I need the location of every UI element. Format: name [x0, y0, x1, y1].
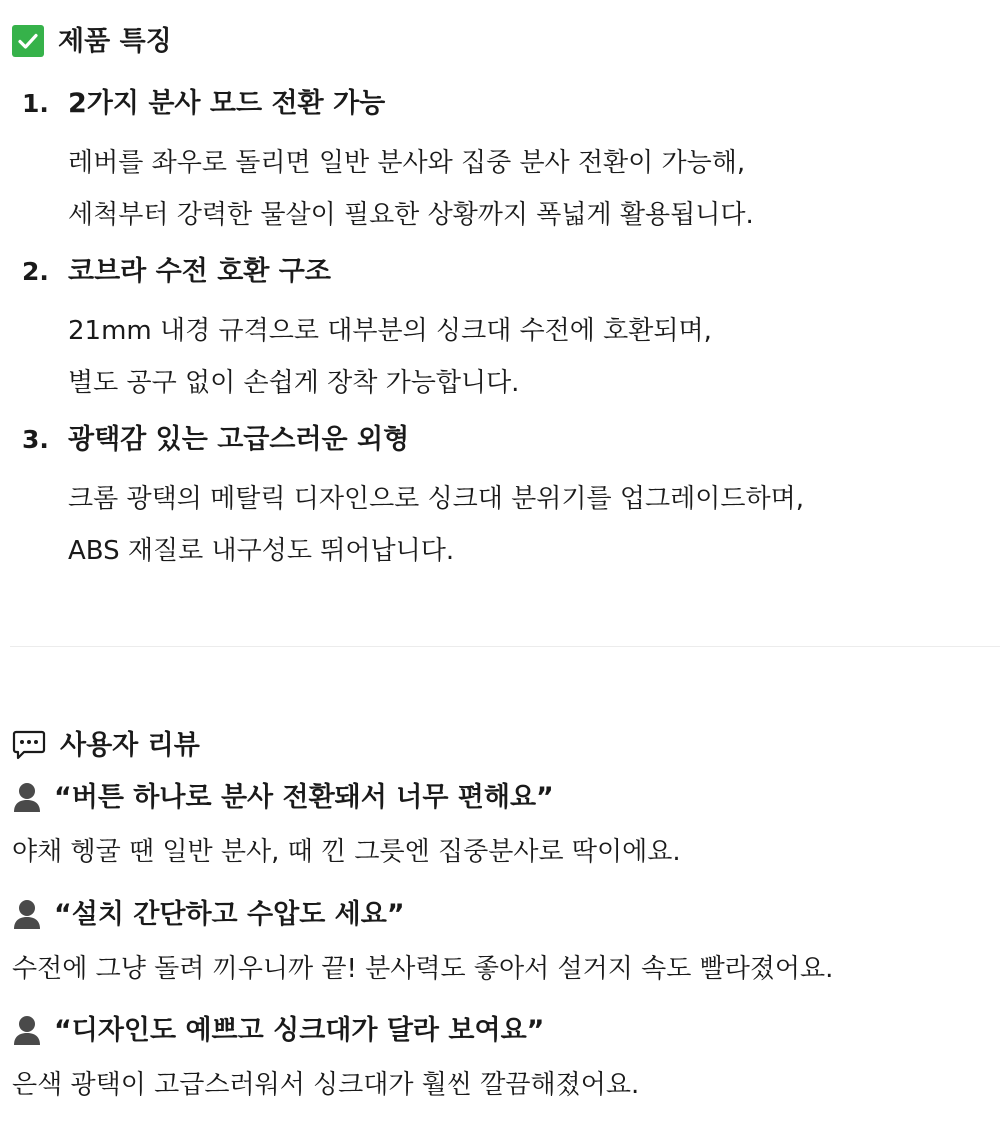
feature-description	[68, 137, 982, 241]
review-item	[12, 897, 992, 989]
features-title: 제품 특징	[58, 25, 172, 57]
feature-description-line: 세척부터 강력한 물살이 필요한 상황까지 폭넓게 활용됩니다.	[68, 200, 754, 230]
person-icon	[12, 1014, 42, 1046]
review-title: “설치 간단하고 수압도 세요”	[54, 898, 405, 930]
feature-description-line: ABS 재질로 내구성도 뛰어납니다.	[68, 536, 455, 566]
section-divider	[10, 646, 1000, 647]
review-title: “버튼 하나로 분사 전환돼서 너무 편해요”	[54, 781, 554, 813]
feature-number: 2.	[22, 257, 49, 286]
feature-description-line: 21mm 내경 규격으로 대부분의 싱크대 수전에 호환되며,	[68, 316, 712, 346]
feature-item	[22, 90, 982, 241]
review-title: “디자인도 예쁘고 싱크대가 달라 보여요”	[54, 1014, 545, 1046]
person-icon	[12, 781, 42, 813]
feature-description	[68, 473, 982, 577]
person-icon	[12, 898, 42, 930]
review-body: 은색 광택이 고급스러워서 싱크대가 훨씬 깔끔해졌어요.	[12, 1070, 640, 1100]
check-mark-icon	[12, 25, 44, 57]
feature-title: 2가지 분사 모드 전환 가능	[68, 88, 386, 119]
feature-description-line: 크롬 광택의 메탈릭 디자인으로 싱크대 분위기를 업그레이드하며,	[68, 484, 804, 514]
feature-title: 코브라 수전 호환 구조	[68, 256, 331, 287]
reviews-heading	[12, 729, 200, 761]
feature-description-line: 별도 공구 없이 손쉽게 장착 가능합니다.	[68, 368, 520, 398]
feature-description	[68, 305, 982, 409]
review-body: 야채 헹굴 땐 일반 분사, 때 낀 그릇엔 집중분사로 딱이에요.	[12, 837, 681, 867]
review-body: 수전에 그냥 돌려 끼우니까 끝! 분사력도 좋아서 설거지 속도 빨라졌어요.	[12, 954, 834, 984]
speech-bubble-icon	[12, 729, 46, 761]
feature-description-line: 레버를 좌우로 돌리면 일반 분사와 집중 분사 전환이 가능해,	[68, 148, 746, 178]
feature-title: 광택감 있는 고급스러운 외형	[68, 424, 410, 455]
review-item	[12, 1013, 992, 1105]
feature-number: 3.	[22, 425, 49, 454]
review-item	[12, 780, 992, 872]
reviews-title: 사용자 리뷰	[60, 729, 200, 761]
feature-item	[22, 258, 982, 409]
feature-number: 1.	[22, 89, 49, 118]
feature-item	[22, 426, 982, 577]
features-heading	[12, 25, 172, 57]
